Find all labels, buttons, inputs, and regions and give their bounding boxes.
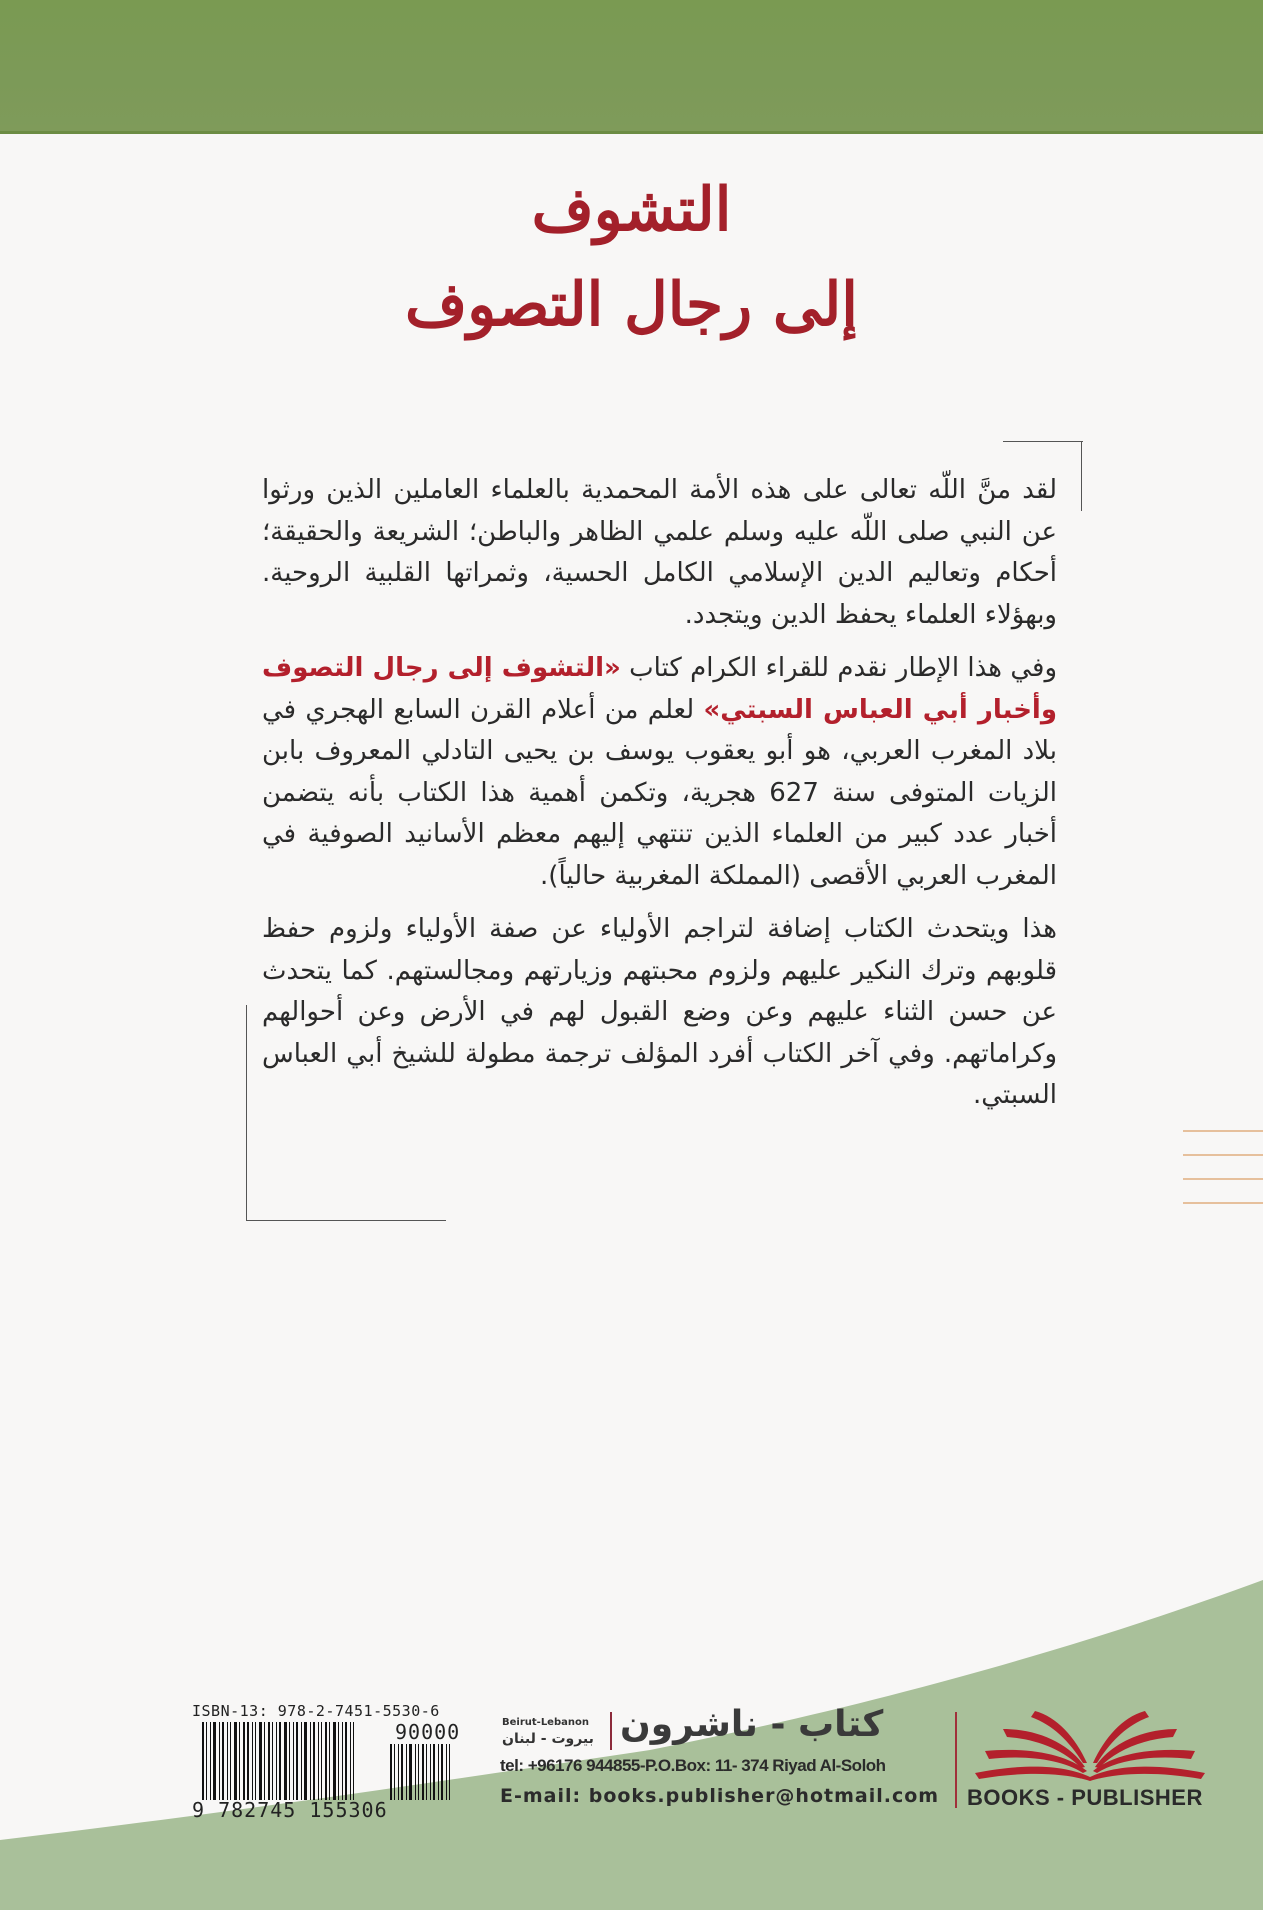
barcode-bar	[325, 1722, 327, 1800]
barcode-bar	[353, 1722, 354, 1800]
barcode-addon-digits: 90000	[395, 1720, 461, 1744]
barcode-bar	[301, 1722, 302, 1800]
barcode-bar	[321, 1722, 322, 1800]
publisher-name-ar: كتاب - ناشرون	[620, 1704, 884, 1745]
barcode-bar	[210, 1722, 211, 1800]
barcode-bar	[255, 1722, 256, 1800]
barcode-bar	[293, 1722, 294, 1800]
barcode-bar	[433, 1744, 435, 1800]
barcode-bar	[268, 1722, 270, 1800]
barcode-bar	[350, 1722, 351, 1800]
blurb-paragraph-1: لقد منَّ اللّه تعالى على هذه الأمة المحمدية بالعلماء العاملين الذين ورثوا عن النبي صلى اللّه عليه وسلم علمي الظاهر والباطن؛ الشريعة والحقيقة؛ أحكام وتعاليم الدين الإسلامي الكامل الحسية، وثمراتها القلبية الروحية. وبهؤلاء العلماء يحفظ الدين ويتجدد.	[262, 475, 1057, 630]
barcode-bar	[202, 1722, 204, 1800]
barcode-bar	[438, 1744, 439, 1800]
frame-corner-bottom	[246, 1220, 446, 1221]
barcode-bar	[234, 1722, 237, 1800]
book-title	[0, 165, 1263, 355]
barcode-bar	[252, 1722, 253, 1800]
barcode-bar	[398, 1744, 399, 1800]
logo-separator	[955, 1712, 957, 1808]
barcode-bar	[415, 1744, 416, 1800]
blurb-paragraph-2	[262, 648, 1057, 897]
top-green-band	[0, 0, 1263, 134]
barcode-bar	[243, 1722, 245, 1800]
publisher-logo-text: BOOKS - PUBLISHER	[967, 1785, 1203, 1810]
barcode-bar	[272, 1722, 273, 1800]
frame-corner-right	[1081, 441, 1082, 511]
barcode-bar	[318, 1722, 319, 1800]
barcode-bar	[390, 1744, 392, 1800]
barcode-bar	[304, 1722, 307, 1800]
barcode-digits: 9 782745 155306	[192, 1798, 388, 1822]
blurb-paragraph-3: هذا ويتحدث الكتاب إضافة لتراجم الأولياء عن صفة الأولياء ولزوم حفظ قلوبهم وترك النكير عليهم ولزوم محبتهم وزيارتهم ومجالستهم. كما يتحدث عن حسن الثناء عليهم وعن وضع القبول لهم في الأرض وعن أحوالهم وكراماتهم. وفي آخر الكتاب أفرد المؤلف ترجمة مطولة للشيخ أبي العباس السبتي.	[262, 914, 1057, 1110]
barcode-bar	[239, 1722, 240, 1800]
barcode-bar	[264, 1722, 265, 1800]
frame-corner-top	[1003, 441, 1083, 442]
barcode-bar	[230, 1722, 231, 1800]
barcode-bar	[259, 1722, 262, 1800]
barcode-bar	[430, 1744, 431, 1800]
barcode-bar	[345, 1722, 347, 1800]
barcode-bar	[329, 1722, 330, 1800]
barcode-bar	[313, 1722, 315, 1800]
barcode-bar	[342, 1722, 343, 1800]
frame-corner-left	[246, 1005, 247, 1221]
barcode-bar	[276, 1722, 277, 1800]
title-line-1: التشوف	[531, 175, 732, 245]
barcode-bar	[310, 1722, 311, 1800]
barcode-bar	[289, 1722, 290, 1800]
barcode	[190, 1718, 480, 1822]
barcode-bar	[441, 1744, 443, 1800]
barcode-bar	[418, 1744, 419, 1800]
barcode-bars	[202, 1722, 382, 1800]
blurb-p2-before: وفي هذا الإطار نقدم للقراء الكرام كتاب	[620, 653, 1058, 683]
deco-line	[1183, 1154, 1263, 1156]
barcode-bar	[446, 1744, 447, 1800]
blurb	[262, 470, 1057, 1129]
publisher-separator	[610, 1712, 612, 1750]
barcode-bar	[279, 1722, 281, 1800]
barcode-bar	[247, 1722, 249, 1800]
barcode-bar	[222, 1722, 224, 1800]
book-title-highlight: «التشوف إلى رجال التصوف وأخبار أبي العباس السبتي»	[262, 653, 1058, 725]
publisher-city-ar: بيروت - لبنان	[502, 1731, 594, 1747]
blurb-p2-after: لعلم من أعلام القرن السابع الهجري في بلاد المغرب العربي، هو أبو يعقوب يوسف بن يحيى التادلي المعروف بابن الزيات المتوفى سنة 627 هجرية، وتكمن أهمية هذا الكتاب بأنه يتضمن أخبار عدد كبير من العلماء الذين تنتهي إليهم معظم الأسانيد الصوفية في المغرب العربي الأقصى (المملكة المغربية حالياً).	[262, 694, 1057, 891]
barcode-bar	[394, 1744, 395, 1800]
barcode-bar	[422, 1744, 424, 1800]
barcode-bar	[213, 1722, 216, 1800]
publisher-email: E-mail: books.publisher@hotmail.com	[500, 1785, 940, 1807]
barcode-bar	[284, 1722, 287, 1800]
barcode-bar	[338, 1722, 339, 1800]
barcode-bar	[449, 1744, 450, 1800]
barcode-addon-bars	[390, 1744, 474, 1800]
barcode-bar	[296, 1722, 298, 1800]
barcode-bar	[227, 1722, 228, 1800]
publisher-tel: tel: +96176 944855-P.O.Box: 11- 374 Riyad Al-Soloh	[500, 1756, 886, 1775]
barcode-bar	[406, 1744, 407, 1800]
barcode-bar	[333, 1722, 336, 1800]
open-book-icon	[965, 1705, 1215, 1785]
barcode-bar	[219, 1722, 220, 1800]
deco-line	[1183, 1130, 1263, 1132]
title-line-2: إلى رجال التصوف	[405, 270, 858, 340]
barcode-bar	[426, 1744, 427, 1800]
barcode-bar	[409, 1744, 412, 1800]
publisher-city-en: Beirut-Lebanon	[502, 1717, 589, 1728]
deco-line	[1183, 1202, 1263, 1204]
barcode-bar	[206, 1722, 207, 1800]
barcode-bar	[401, 1744, 403, 1800]
decorative-lines	[1183, 1130, 1263, 1226]
deco-line	[1183, 1178, 1263, 1180]
isbn-label: ISBN-13: 978-2-7451-5530-6	[192, 1702, 440, 1720]
